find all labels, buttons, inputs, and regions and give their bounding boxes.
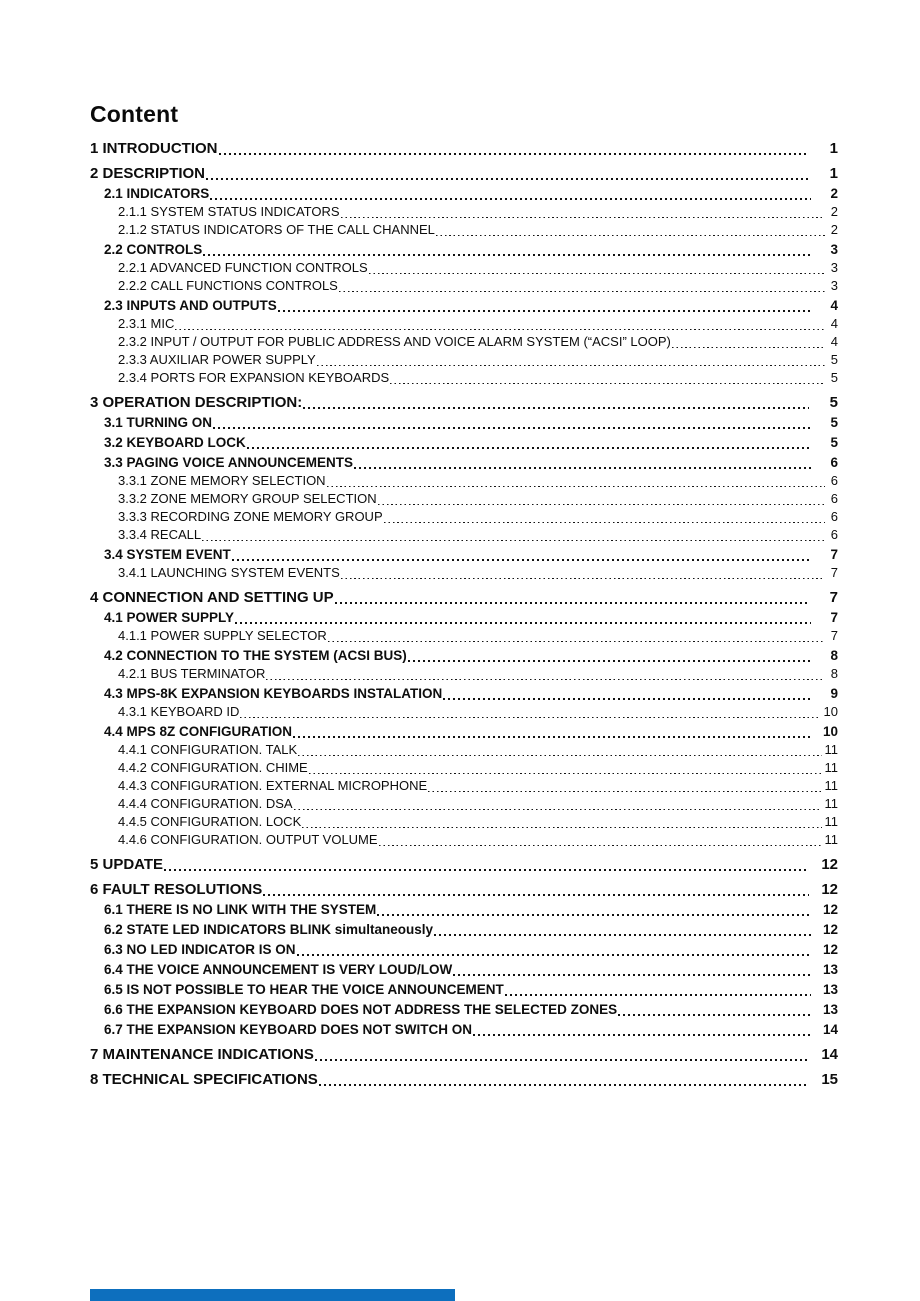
dot-leader bbox=[390, 383, 825, 385]
dot-leader bbox=[379, 845, 822, 847]
dot-leader bbox=[434, 934, 811, 936]
toc-entry[interactable] bbox=[104, 297, 838, 315]
dot-leader bbox=[377, 914, 811, 916]
toc-entry-page-number: 1 bbox=[829, 140, 838, 158]
dot-leader bbox=[327, 486, 825, 488]
toc-entry-label: 3.3.4 RECALL bbox=[118, 527, 202, 543]
toc-entry[interactable] bbox=[118, 759, 838, 777]
toc-entry[interactable] bbox=[104, 901, 838, 919]
dot-leader bbox=[309, 773, 822, 775]
toc-entry-page-number: 8 bbox=[830, 648, 838, 664]
toc-entry-page-number: 7 bbox=[830, 547, 838, 563]
toc-entry[interactable] bbox=[118, 741, 838, 759]
toc-entry[interactable] bbox=[118, 203, 838, 221]
dot-leader bbox=[232, 559, 811, 561]
toc-entry[interactable] bbox=[104, 609, 838, 627]
toc-entry-label: 4.4.2 CONFIGURATION. CHIME bbox=[118, 760, 308, 776]
toc-entry-label: 4.3.1 KEYBOARD ID bbox=[118, 704, 240, 720]
dot-leader bbox=[408, 660, 811, 662]
toc-entry-label: 7 MAINTENANCE INDICATIONS bbox=[90, 1046, 314, 1064]
toc-entry-label: 2.3.2 INPUT / OUTPUT FOR PUBLIC ADDRESS AND VOICE ALARM SYSTEM (“ACSI” LOOP) bbox=[118, 334, 671, 350]
toc-entry-page-number: 12 bbox=[822, 942, 838, 958]
page-title: Content bbox=[90, 101, 179, 127]
toc-entry-label: 4 CONNECTION AND SETTING UP bbox=[90, 589, 334, 607]
toc-entry[interactable] bbox=[118, 627, 838, 645]
dot-leader bbox=[303, 407, 809, 409]
dot-leader bbox=[213, 427, 811, 429]
dot-leader bbox=[235, 622, 811, 624]
toc-list bbox=[90, 140, 838, 1089]
dot-leader bbox=[672, 347, 825, 349]
toc-entry-page-number: 6 bbox=[830, 527, 838, 543]
toc-entry[interactable] bbox=[118, 333, 838, 351]
toc-entry[interactable] bbox=[118, 315, 838, 333]
dot-leader bbox=[335, 602, 809, 604]
toc-entry-page-number: 2 bbox=[830, 222, 838, 238]
toc-entry[interactable] bbox=[118, 490, 838, 508]
toc-entry[interactable] bbox=[90, 1071, 838, 1089]
toc-entry-label: 6.3 NO LED INDICATOR IS ON bbox=[104, 942, 296, 958]
dot-leader bbox=[210, 198, 811, 200]
toc-entry-page-number: 5 bbox=[830, 370, 838, 386]
toc-entry-label: 4.4.6 CONFIGURATION. OUTPUT VOLUME bbox=[118, 832, 378, 848]
toc-entry[interactable] bbox=[104, 981, 838, 999]
toc-entry[interactable] bbox=[104, 454, 838, 472]
toc-entry-page-number: 6 bbox=[830, 509, 838, 525]
toc-entry[interactable] bbox=[104, 685, 838, 703]
toc-entry-label: 4.1.1 POWER SUPPLY SELECTOR bbox=[118, 628, 327, 644]
dot-leader bbox=[164, 869, 809, 871]
dot-leader bbox=[436, 235, 825, 237]
toc-entry-page-number: 6 bbox=[830, 455, 838, 471]
toc-entry-page-number: 5 bbox=[829, 394, 838, 412]
toc-entry-label: 4.4.5 CONFIGURATION. LOCK bbox=[118, 814, 302, 830]
toc-entry[interactable] bbox=[104, 647, 838, 665]
toc-entry[interactable] bbox=[90, 394, 838, 412]
toc-entry[interactable] bbox=[118, 777, 838, 795]
toc-entry-label: 2.3.3 AUXILIAR POWER SUPPLY bbox=[118, 352, 316, 368]
dot-leader bbox=[266, 679, 825, 681]
toc-entry-label: 6.4 THE VOICE ANNOUNCEMENT IS VERY LOUD/LOW bbox=[104, 962, 453, 978]
dot-leader bbox=[294, 809, 822, 811]
dot-leader bbox=[240, 717, 820, 719]
toc-entry-label: 2.3.1 MIC bbox=[118, 316, 175, 332]
toc-entry-label: 3.3.3 RECORDING ZONE MEMORY GROUP bbox=[118, 509, 383, 525]
toc-entry[interactable] bbox=[118, 813, 838, 831]
toc-entry-page-number: 13 bbox=[822, 962, 838, 978]
dot-leader bbox=[618, 1014, 811, 1016]
toc-entry-page-number: 6 bbox=[830, 491, 838, 507]
toc-entry-label: 3.2 KEYBOARD LOCK bbox=[104, 435, 246, 451]
toc-entry[interactable] bbox=[90, 589, 838, 607]
dot-leader bbox=[341, 578, 825, 580]
toc-entry[interactable] bbox=[104, 941, 838, 959]
dot-leader bbox=[219, 153, 810, 155]
toc-entry-page-number: 5 bbox=[830, 352, 838, 368]
toc-entry[interactable] bbox=[90, 881, 838, 899]
dot-leader bbox=[298, 755, 821, 757]
toc-entry-page-number: 3 bbox=[830, 242, 838, 258]
toc-entry[interactable] bbox=[104, 185, 838, 203]
toc-entry[interactable] bbox=[118, 259, 838, 277]
toc-entry-label: 6.5 IS NOT POSSIBLE TO HEAR THE VOICE ANNOUNCEMENT bbox=[104, 982, 504, 998]
toc-entry-page-number: 3 bbox=[830, 278, 838, 294]
toc-entry-page-number: 7 bbox=[830, 628, 838, 644]
toc-entry[interactable] bbox=[118, 526, 838, 544]
toc-entry[interactable] bbox=[118, 703, 838, 721]
dot-leader bbox=[473, 1034, 811, 1036]
dot-leader bbox=[203, 254, 811, 256]
toc-entry-page-number: 10 bbox=[822, 724, 838, 740]
toc-entry-page-number: 13 bbox=[822, 982, 838, 998]
dot-leader bbox=[247, 447, 811, 449]
dot-leader bbox=[341, 217, 825, 219]
toc-entry[interactable] bbox=[90, 165, 838, 183]
dot-leader bbox=[505, 994, 811, 996]
dot-leader bbox=[328, 641, 825, 643]
toc-entry[interactable] bbox=[104, 1021, 838, 1039]
dot-leader bbox=[293, 736, 811, 738]
dot-leader bbox=[354, 467, 811, 469]
toc-entry[interactable] bbox=[118, 472, 838, 490]
toc-entry-label: 1 INTRODUCTION bbox=[90, 140, 218, 158]
toc-entry-page-number: 5 bbox=[830, 415, 838, 431]
dot-leader bbox=[202, 540, 825, 542]
toc-entry-label: 4.2 CONNECTION TO THE SYSTEM (ACSI BUS) bbox=[104, 648, 407, 664]
toc-entry[interactable] bbox=[104, 921, 838, 939]
toc-entry-page-number: 13 bbox=[822, 1002, 838, 1018]
toc-entry-label: 6.6 THE EXPANSION KEYBOARD DOES NOT ADDRESS THE SELECTED ZONES bbox=[104, 1002, 618, 1018]
toc-entry[interactable] bbox=[118, 369, 838, 387]
dot-leader bbox=[206, 178, 809, 180]
toc-entry-page-number: 12 bbox=[821, 881, 838, 899]
dot-leader bbox=[263, 894, 809, 896]
toc-entry-label: 3.4.1 LAUNCHING SYSTEM EVENTS bbox=[118, 565, 340, 581]
toc-entry-label: 2.2.1 ADVANCED FUNCTION CONTROLS bbox=[118, 260, 368, 276]
dot-leader bbox=[428, 791, 821, 793]
dot-leader bbox=[384, 522, 825, 524]
dot-leader bbox=[278, 310, 811, 312]
toc-entry-page-number: 4 bbox=[830, 334, 838, 350]
toc-entry-label: 3 OPERATION DESCRIPTION: bbox=[90, 394, 303, 412]
dot-leader bbox=[369, 273, 825, 275]
toc-entry[interactable] bbox=[118, 564, 838, 582]
toc-entry[interactable] bbox=[118, 277, 838, 295]
toc-entry-label: 4.4.3 CONFIGURATION. EXTERNAL MICROPHONE bbox=[118, 778, 428, 794]
toc-entry-page-number: 4 bbox=[830, 316, 838, 332]
toc-entry-page-number: 7 bbox=[830, 610, 838, 626]
dot-leader bbox=[317, 365, 825, 367]
toc-entry-page-number: 2 bbox=[830, 204, 838, 220]
toc-entry-label: 4.3 MPS-8K EXPANSION KEYBOARDS INSTALATION bbox=[104, 686, 443, 702]
toc-entry-label: 2.1.1 SYSTEM STATUS INDICATORS bbox=[118, 204, 340, 220]
toc-entry-label: 2.1 INDICATORS bbox=[104, 186, 210, 202]
toc-entry-label: 4.4.4 CONFIGURATION. DSA bbox=[118, 796, 293, 812]
toc-entry-page-number: 11 bbox=[824, 796, 838, 812]
toc-entry-page-number: 14 bbox=[822, 1022, 838, 1038]
toc-entry[interactable] bbox=[90, 140, 838, 158]
toc-entry-label: 4.2.1 BUS TERMINATOR bbox=[118, 666, 266, 682]
toc-entry-label: 2.3 INPUTS AND OUTPUTS bbox=[104, 298, 277, 314]
toc-entry-label: 6 FAULT RESOLUTIONS bbox=[90, 881, 263, 899]
toc-entry-page-number: 11 bbox=[824, 760, 838, 776]
toc-entry[interactable] bbox=[118, 831, 838, 849]
dot-leader bbox=[297, 954, 811, 956]
toc-entry[interactable] bbox=[118, 221, 838, 239]
toc-entry[interactable] bbox=[104, 414, 838, 432]
toc-entry-page-number: 3 bbox=[830, 260, 838, 276]
toc-entry-label: 3.3 PAGING VOICE ANNOUNCEMENTS bbox=[104, 455, 354, 471]
toc-entry-page-number: 8 bbox=[830, 666, 838, 682]
toc-entry-label: 3.3.1 ZONE MEMORY SELECTION bbox=[118, 473, 326, 489]
toc-entry-page-number: 7 bbox=[829, 589, 838, 607]
toc-entry-label: 2.2.2 CALL FUNCTIONS CONTROLS bbox=[118, 278, 338, 294]
toc-entry-label: 2.2 CONTROLS bbox=[104, 242, 203, 258]
toc-entry-label: 2.3.4 PORTS FOR EXPANSION KEYBOARDS bbox=[118, 370, 390, 386]
toc-entry-page-number: 6 bbox=[830, 473, 838, 489]
dot-leader bbox=[315, 1059, 809, 1061]
toc-entry[interactable] bbox=[118, 351, 838, 369]
dot-leader bbox=[175, 329, 825, 331]
toc-entry-label: 2.1.2 STATUS INDICATORS OF THE CALL CHANNEL bbox=[118, 222, 435, 238]
toc-entry[interactable] bbox=[104, 546, 838, 564]
dot-leader bbox=[443, 698, 811, 700]
toc-entry-label: 6.2 STATE LED INDICATORS BLINK simultaneously bbox=[104, 922, 434, 938]
toc-entry-label: 6.7 THE EXPANSION KEYBOARD DOES NOT SWITCH ON bbox=[104, 1022, 473, 1038]
footer-bar bbox=[90, 1289, 455, 1301]
dot-leader bbox=[378, 504, 825, 506]
dot-leader bbox=[319, 1084, 809, 1086]
toc-entry-page-number: 10 bbox=[823, 704, 838, 720]
dot-leader bbox=[339, 291, 825, 293]
toc-entry-label: 6.1 THERE IS NO LINK WITH THE SYSTEM bbox=[104, 902, 377, 918]
toc-entry-page-number: 15 bbox=[821, 1071, 838, 1089]
toc-entry-page-number: 7 bbox=[830, 565, 838, 581]
toc-entry[interactable] bbox=[104, 961, 838, 979]
toc-entry-page-number: 12 bbox=[821, 856, 838, 874]
toc-entry[interactable] bbox=[90, 1046, 838, 1064]
toc-entry[interactable] bbox=[104, 723, 838, 741]
toc-entry-page-number: 12 bbox=[822, 902, 838, 918]
dot-leader bbox=[453, 974, 811, 976]
toc-entry[interactable] bbox=[104, 434, 838, 452]
toc-entry[interactable] bbox=[104, 1001, 838, 1019]
toc-entry-label: 3.3.2 ZONE MEMORY GROUP SELECTION bbox=[118, 491, 377, 507]
toc-entry-page-number: 11 bbox=[824, 832, 838, 848]
toc-entry-label: 4.4.1 CONFIGURATION. TALK bbox=[118, 742, 298, 758]
toc-entry[interactable] bbox=[118, 795, 838, 813]
toc-entry-page-number: 14 bbox=[821, 1046, 838, 1064]
toc-entry[interactable] bbox=[104, 241, 838, 259]
toc-entry-page-number: 11 bbox=[824, 814, 838, 830]
toc-entry-page-number: 5 bbox=[830, 435, 838, 451]
toc-entry-label: 4.1 POWER SUPPLY bbox=[104, 610, 235, 626]
dot-leader bbox=[302, 827, 821, 829]
toc-entry-page-number: 9 bbox=[830, 686, 838, 702]
toc-entry-label: 3.4 SYSTEM EVENT bbox=[104, 547, 231, 563]
toc-entry-label: 3.1 TURNING ON bbox=[104, 415, 213, 431]
toc-entry[interactable] bbox=[118, 508, 838, 526]
toc-entry-page-number: 4 bbox=[830, 298, 838, 314]
toc-entry-label: 5 UPDATE bbox=[90, 856, 164, 874]
toc-entry-page-number: 1 bbox=[829, 165, 838, 183]
toc-entry-page-number: 2 bbox=[830, 186, 838, 202]
toc-entry-page-number: 11 bbox=[824, 742, 838, 758]
toc-entry-page-number: 12 bbox=[822, 922, 838, 938]
toc-entry-label: 4.4 MPS 8Z CONFIGURATION bbox=[104, 724, 293, 740]
toc-entry[interactable] bbox=[118, 665, 838, 683]
toc-entry-label: 2 DESCRIPTION bbox=[90, 165, 206, 183]
toc-entry-page-number: 11 bbox=[824, 778, 838, 794]
toc-entry[interactable] bbox=[90, 856, 838, 874]
toc-entry-label: 8 TECHNICAL SPECIFICATIONS bbox=[90, 1071, 318, 1089]
